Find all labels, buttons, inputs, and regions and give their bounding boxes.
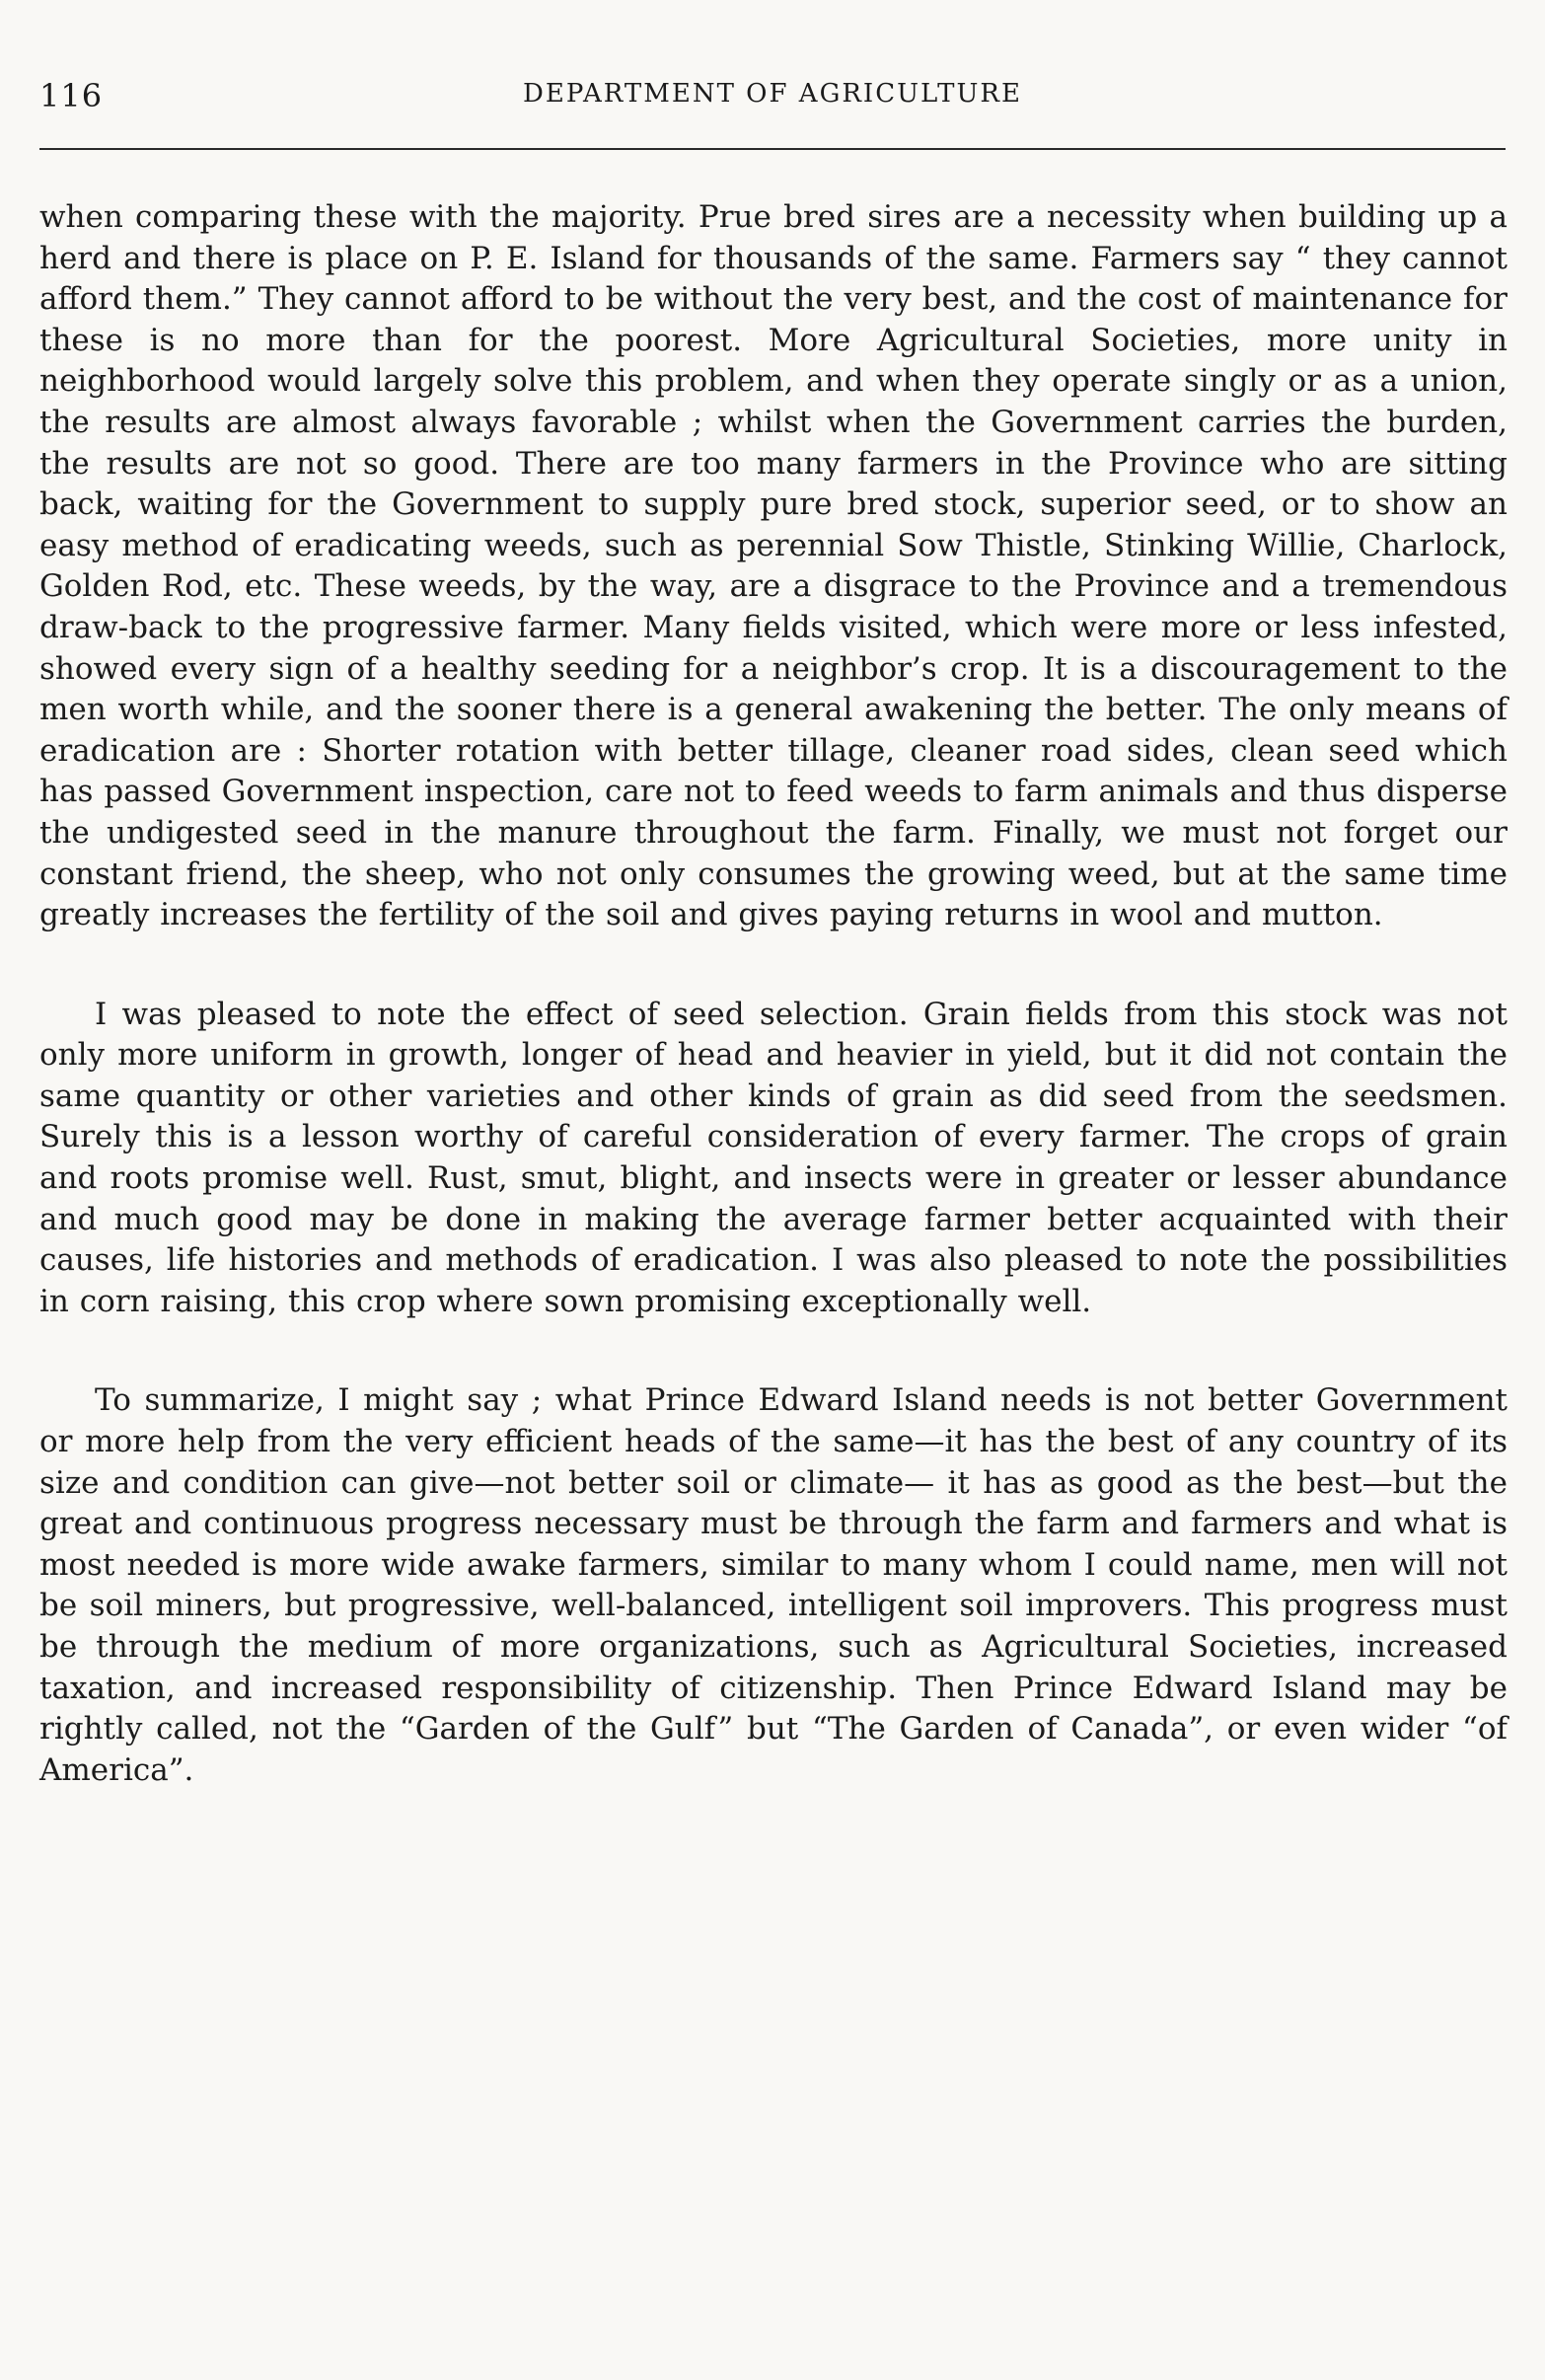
header-rule (39, 148, 1506, 150)
paragraph-seed-selection: I was pleased to note the effect of seed selection. Grain fields from this stock was not only more uniform in growth, longer of head and heavier in yield, but it did not contain the same quantity or other varieties and other kinds of grain as did seed from the seedsmen. Surely this is a lesson worthy of careful consideration of every farmer. The crops of grain and roots promise well. Rust, smut, blight, and insects were in greater or lesser abundance and much good may be done in making the average farmer better acquainted with their causes, life histories and methods of eradication. I was also pleased to note the possibilities in corn raising, this crop where sown promising exceptionally well. (39, 996, 1508, 1319)
running-title: DEPARTMENT OF AGRICULTURE (523, 79, 1022, 109)
page-header (39, 77, 1506, 120)
page-number: 116 (39, 77, 104, 114)
paragraph-weeds-and-sires: when comparing these with the majority. Prue bred sires are a necessity when building up a herd and there is place on P. E. Island for thousands of the same. Farmers say “ they cannot afford them.” They cannot afford to be without the very best, and the cost of maintenance for these is no more than for the poorest. More Agricultural Societies, more unity in neighborhood would largely solve this problem, and when they operate singly or as a union, the results are almost always favorable ; whilst when the Government carries the burden, the results are not so good. There are too many farmers in the Province who are sitting back, waiting for the Government to supply pure bred stock, superior seed, or to show an easy method of eradicating weeds, such as perennial Sow Thistle, Stinking Willie, Charlock, Golden Rod, etc. These weeds, by the way, are a disgrace to the Province and a tremendous draw-back to the progressive farmer. Many fields visited, which were more or less infested, showed every sign of a healthy seeding for a neighbor’s crop. It is a discouragement to the men worth while, and the sooner there is a general awakening the better. The only means of eradication are : Shorter rotation with better tillage, cleaner road sides, clean seed which has passed Government inspection, care not to feed weeds to farm animals and thus disperse the undigested seed in the manure throughout the farm. Finally, we must not forget our constant friend, the sheep, who not only consumes the growing weed, but at the same time greatly increases the fertility of the soil and gives paying returns in wool and mutton. (39, 199, 1508, 933)
paragraph-summary: To summarize, I might say ; what Prince Edward Island needs is not better Government or more help from the very efficient heads of the same—it has the best of any country of its size and condition can give—not better soil or climate— it has as good as the best—but the great and continuous progress necessary must be through the farm and farmers and what is most needed is more wide awake farmers, similar to many whom I could name, men will not be soil miners, but progressive, well-balanced, intelligent soil improvers. This progress must be through the medium of more organizations, such as Agricultural Societies, increased taxation, and increased responsibility of citizenship. Then Prince Edward Island may be rightly called, not the “Garden of the Gulf” but “The Garden of Canada”, or even wider “of America”. (39, 1382, 1508, 1788)
body-text (39, 197, 1508, 1791)
